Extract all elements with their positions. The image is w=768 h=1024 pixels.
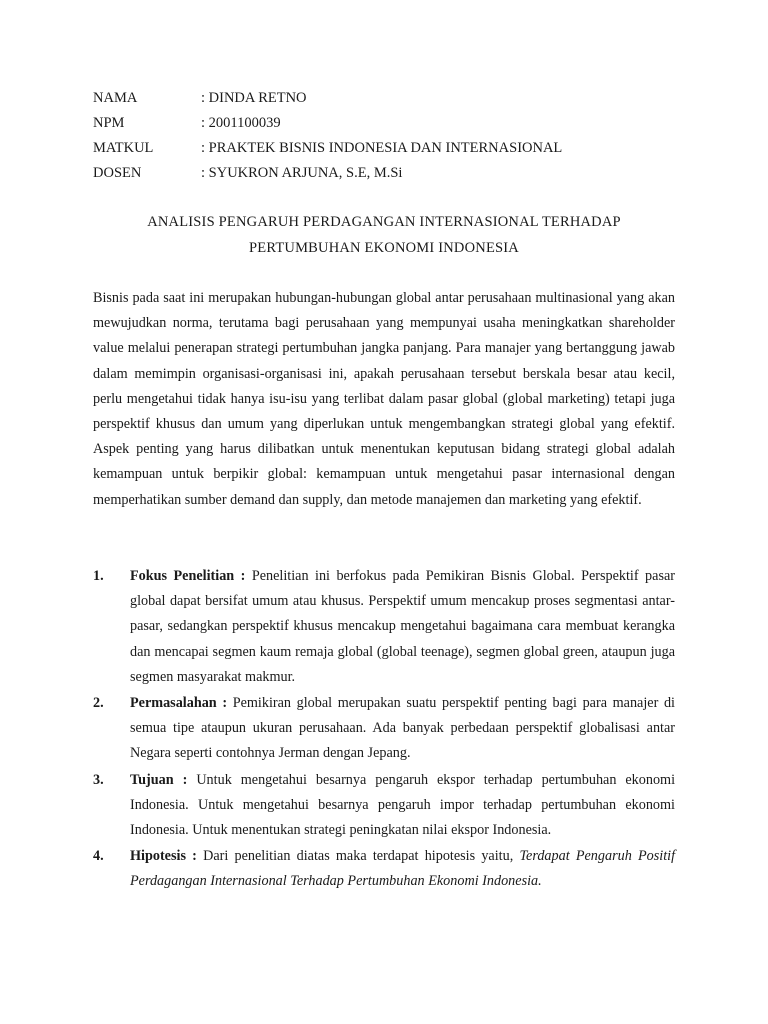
info-row-dosen (93, 161, 562, 186)
list-item-focus (93, 564, 675, 690)
list-number: 3. (93, 771, 104, 788)
list-item-hypothesis (93, 844, 675, 894)
info-row-npm (93, 111, 562, 136)
list-number: 4. (93, 848, 104, 865)
list-text: Untuk mengetahui besarnya pengaruh ekspor terhadap pertumbuhan ekonomi Indonesia. Untuk mengetahui besarnya pengaruh impor terhadap pertumbuhan ekonomi Indonesia. Untuk menentukan strategi peningkatan nilai ekspor Indonesia. (130, 771, 676, 839)
list-heading: Hipotesis : (130, 848, 197, 865)
student-info (93, 86, 562, 186)
list-body (130, 844, 675, 894)
info-row-nama (93, 86, 562, 111)
info-label: NAMA (93, 90, 138, 106)
list-heading: Tujuan : (130, 771, 188, 788)
info-value: : PRAKTEK BISNIS INDONESIA DAN INTERNASIONAL (201, 140, 563, 156)
list-text: Pemikiran global merupakan suatu perspektif penting bagi para manajer di semua tipe ataupun ukuran perusahaan. Ada banyak perbedaan perspektif globalisasi antar Negara seperti contohnya Jerman dengan Jepang. (130, 695, 675, 762)
info-value: : 2001100039 (201, 115, 281, 131)
title-line-2: PERTUMBUHAN EKONOMI INDONESIA (249, 240, 519, 256)
list-heading: Permasalahan : (130, 695, 228, 712)
info-row-matkul (93, 136, 562, 161)
list-body (130, 768, 675, 844)
hypothesis-statement: Terdapat Pengaruh Positif Perdagangan Internasional Terhadap Pertumbuhan Ekonomi Indonesia. (130, 848, 676, 890)
info-value: : SYUKRON ARJUNA, S.E, M.Si (201, 165, 403, 181)
intro-paragraph: Bisnis pada saat ini merupakan hubungan-hubungan global antar perusahaan multinasional yang akan mewujudkan norma, terutama bagi perusahaan yang mempunyai usaha meningkatkan shareholder value melalui penerapan strategi pertumbuhan jangka panjang. Para manajer yang bertanggung jawab dalam memimpin organisasi-organisasi ini, apakah perusahaan tersebut berskala besar atau kecil, perlu mengetahui tidak hanya isu-isu yang terlibat dalam pasar global (global marketing) tetapi juga perspektif khusus dan umum yang diperlukan untuk mengembangkan strategi global yang efektif. Aspek penting yang harus dilibatkan untuk menentukan keputusan bidang strategi global adalah kemampuan untuk berpikir global: kemampuan untuk mengetahui pasar internasional dengan memperhatikan sumber demand dan supply, dan metode manajemen dan marketing yang efektif. (93, 290, 675, 508)
document-title (93, 209, 675, 261)
info-label: NPM (93, 115, 125, 131)
numbered-list (93, 564, 675, 896)
list-number: 1. (93, 568, 104, 584)
title-line-1: ANALISIS PENGARUH PERDAGANGAN INTERNASIONAL TERHADAP (147, 214, 621, 230)
info-value: : DINDA RETNO (201, 90, 307, 106)
list-item-problem (93, 691, 675, 767)
list-item-goal (93, 768, 675, 844)
list-body (130, 564, 675, 690)
list-text: Penelitian ini berfokus pada Pemikiran Bisnis Global. Perspektif pasar global dapat bersifat umum atau khusus. Perspektif umum mencakup proses segmentasi antar-pasar, sedangkan perspektif khusus mencakup mengetahui bagaimana cara membuat kerangka dan mencapai segmen kaum remaja global (global teenage), segmen global green, ataupun juga segmen masyarakat makmur. (130, 568, 675, 685)
list-heading: Fokus Penelitian : (130, 568, 246, 584)
info-label: MATKUL (93, 140, 154, 156)
list-body (130, 691, 675, 767)
info-label: DOSEN (93, 165, 142, 181)
list-text: Dari penelitian diatas maka terdapat hipotesis yaitu, (203, 848, 514, 865)
list-number: 2. (93, 695, 104, 712)
